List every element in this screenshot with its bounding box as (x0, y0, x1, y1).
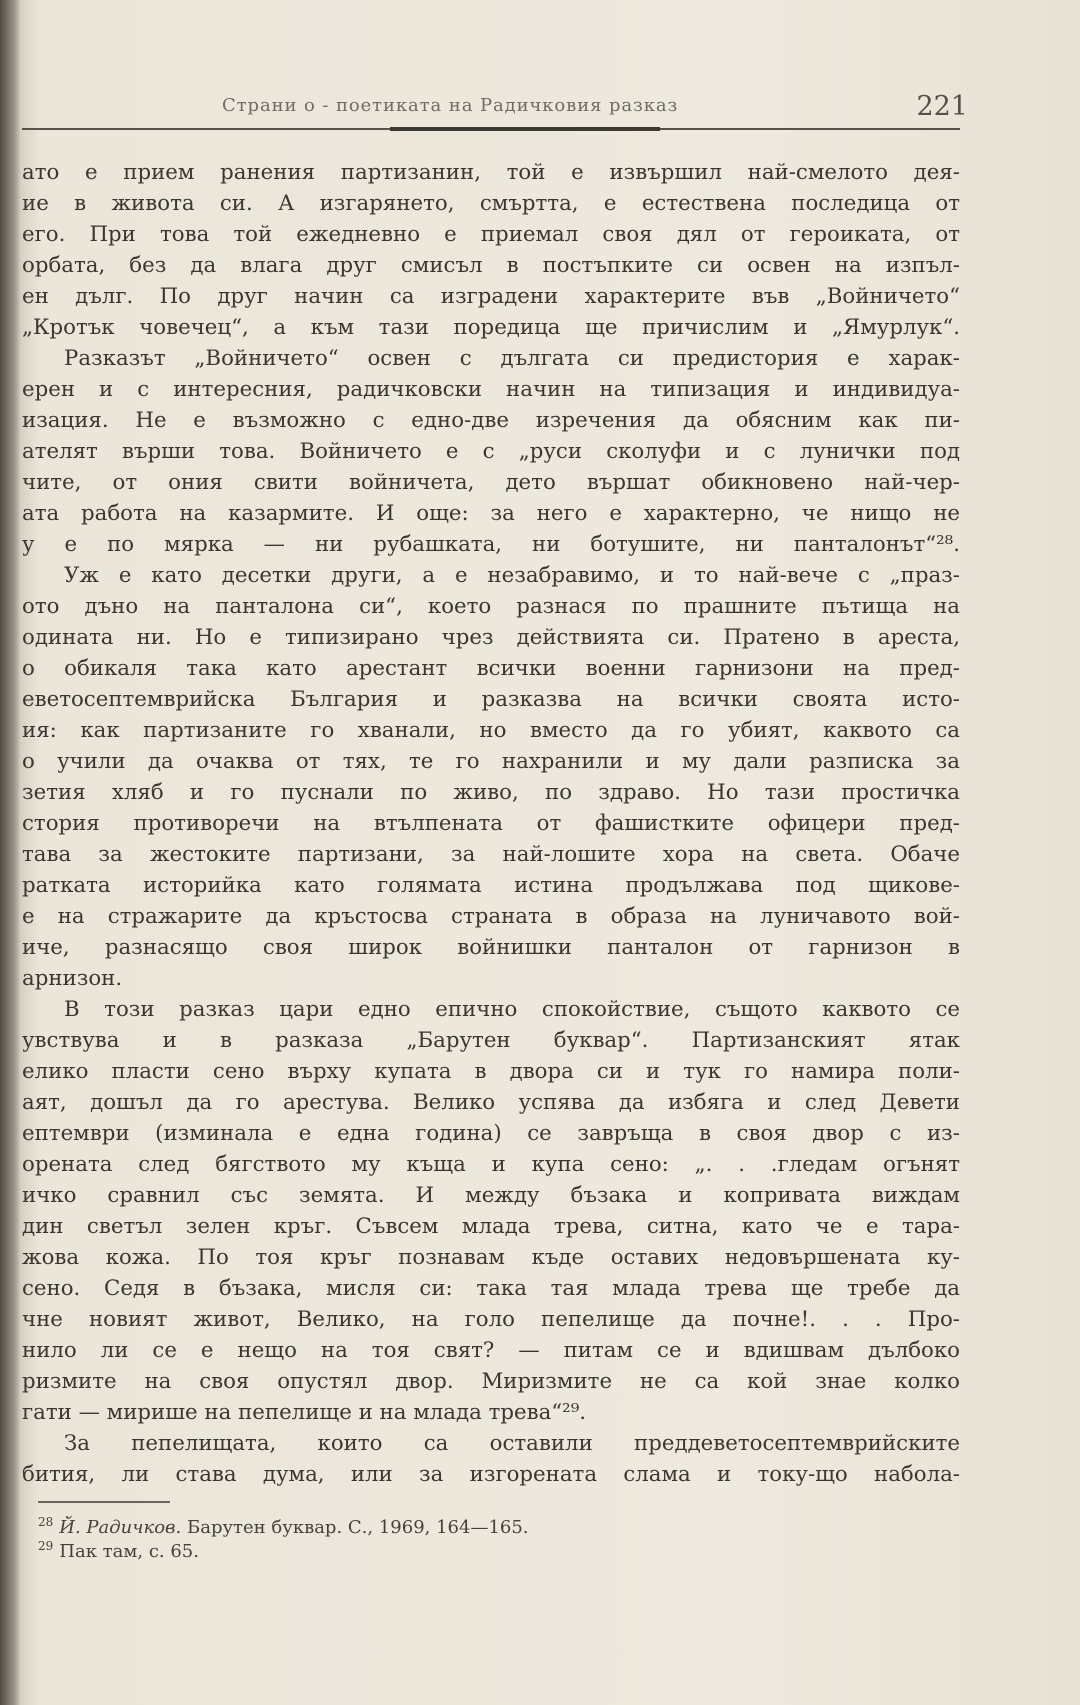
footnote-number: 29 (38, 1539, 54, 1553)
text-line: ен дълг. По друг начин са изградени характерите във „Войничето“ (22, 284, 960, 309)
text-line: дин светъл зелен кръг. Съвсем млада трева, ситна, като че е тара- (22, 1214, 960, 1239)
text-line: ата работа на казармите. И още: за него е характерно, че нищо не (22, 501, 960, 526)
text-line: ерен и с интересния, радичковски начин на типизация и индивидуа- (22, 377, 960, 402)
text-line: ичко сравнил със земята. И между бъзака и копривата виждам (22, 1183, 960, 1208)
text-line: нило ли се е нещо на тоя свят? — питам се и вдишвам дълбоко (22, 1338, 960, 1363)
text-line: иче, разнасящо своя широк войнишки панталон от гарнизон в (22, 935, 960, 960)
text-line: ептември (изминала е една година) се завръща в своя двор с из- (22, 1121, 960, 1146)
text-line: аят, дошъл да го арестува. Велико успява да избяга и след Девети (22, 1090, 960, 1115)
text-line: у е по мярка — ни рубашката, ни ботушите, ни панталонът“²⁸. (22, 532, 960, 557)
text-line: увствува и в разказа „Барутен буквар“. Партизанският ятак (22, 1028, 960, 1053)
footnote-28 (38, 1510, 798, 1538)
text-line: жова кожа. По тоя кръг познавам къде оставих недовършената ку- (22, 1245, 960, 1270)
footnote-author: Й. Радичков. (59, 1517, 182, 1538)
text-line: тава за жестоките партизани, за най-лошите хора на света. Обаче (22, 842, 960, 867)
text-line: чите, от ония свити войничета, дето вършат обикновено най-чер- (22, 470, 960, 495)
text-line: елико пласти сено върху купата в двора си и тук го намира поли- (22, 1059, 960, 1084)
text-line: „Кротък човечец“, а към тази поредица ще причислим и „Ямурлук“. (22, 315, 960, 340)
text-line: чне новият живот, Велико, на голо пепелище да почне!. . . Про- (22, 1307, 960, 1332)
text-line: зетия хляб и го пуснали по живо, по здраво. Но тази простичка (22, 780, 960, 805)
footnote-rule (38, 1501, 170, 1503)
text-line: о учили да очаква от тях, те го нахранили и му дали разписка за (22, 749, 960, 774)
footnote-text: Пак там, с. 65. (59, 1541, 199, 1562)
text-line: В този разказ цари едно епично спокойствие, същото каквото се (64, 997, 960, 1022)
text-line: сено. Седя в бъзака, мисля си: така тая млада трева ще требе да (22, 1276, 960, 1301)
text-line: бития, ли става дума, или за изгорената слама и току-що набола- (22, 1462, 960, 1487)
text-line: За пепелищата, които са оставили преддеветосептемврийските (64, 1431, 960, 1456)
text-line: орената след бягството му къща и купа сено: „. . .гледам огънят (22, 1152, 960, 1177)
text-line: ото дъно на панталона си“, което разнася по прашните пътища на (22, 594, 960, 619)
page-number: 221 (916, 91, 968, 122)
text-line: Разказът „Войничето“ освен с дългата си предистория е харак- (64, 346, 960, 371)
text-line: арнизон. (22, 966, 123, 991)
text-line: ратката историйка като голямата истина продължава под щикове- (22, 873, 960, 898)
text-line: его. При това той ежедневно е приемал своя дял от героиката, от (22, 222, 960, 247)
text-line: о обикаля така като арестант всички военни гарнизони на пред- (22, 656, 960, 681)
text-line: ателят върши това. Войничето е с „руси сколуфи и с лунички под (22, 439, 960, 464)
running-header-title: Страни о - поетиката на Радичковия разказ (222, 95, 679, 116)
text-line: ризмите на своя опустял двор. Миризмите не са кой знае колко (22, 1369, 960, 1394)
text-line: стория противоречи на втълпената от фашистките офицери пред- (22, 811, 960, 836)
text-line: е на стражарите да кръстосва страната в образа на луничавото вой- (22, 904, 960, 929)
text-line: еветосептемврийска България и разказва на всички своята исто- (22, 687, 960, 712)
page-binding-shadow (0, 0, 20, 1705)
text-line: ие в живота си. А изгарянето, смъртта, е естествена последица от (22, 191, 960, 216)
text-line: орбата, без да влага друг смисъл в постъпките си освен на изпъл- (22, 253, 960, 278)
text-line: одината ни. Но е типизирано чрез действията си. Пратено в ареста, (22, 625, 960, 650)
text-line: гати — мирише на пепелище и на млада трева“²⁹. (22, 1400, 587, 1425)
text-line: изация. Не е възможно с едно-две изречения да обясним как пи- (22, 408, 960, 433)
running-header (30, 91, 968, 121)
footnotes (38, 1510, 798, 1562)
footnote-text: Барутен буквар. С., 1969, 164—165. (186, 1517, 529, 1538)
text-line: ато е прием ранения партизанин, той е извършил най-смелото дея- (22, 160, 960, 185)
footnote-number: 28 (38, 1515, 54, 1529)
body-text (22, 157, 960, 1490)
header-rule-accent (390, 127, 660, 131)
text-line: Уж е като десетки други, а е незабравимо, и то най-вече с „праз- (64, 563, 960, 588)
text-line: ия: как партизаните го хванали, но вместо да го убият, каквото са (22, 718, 960, 743)
